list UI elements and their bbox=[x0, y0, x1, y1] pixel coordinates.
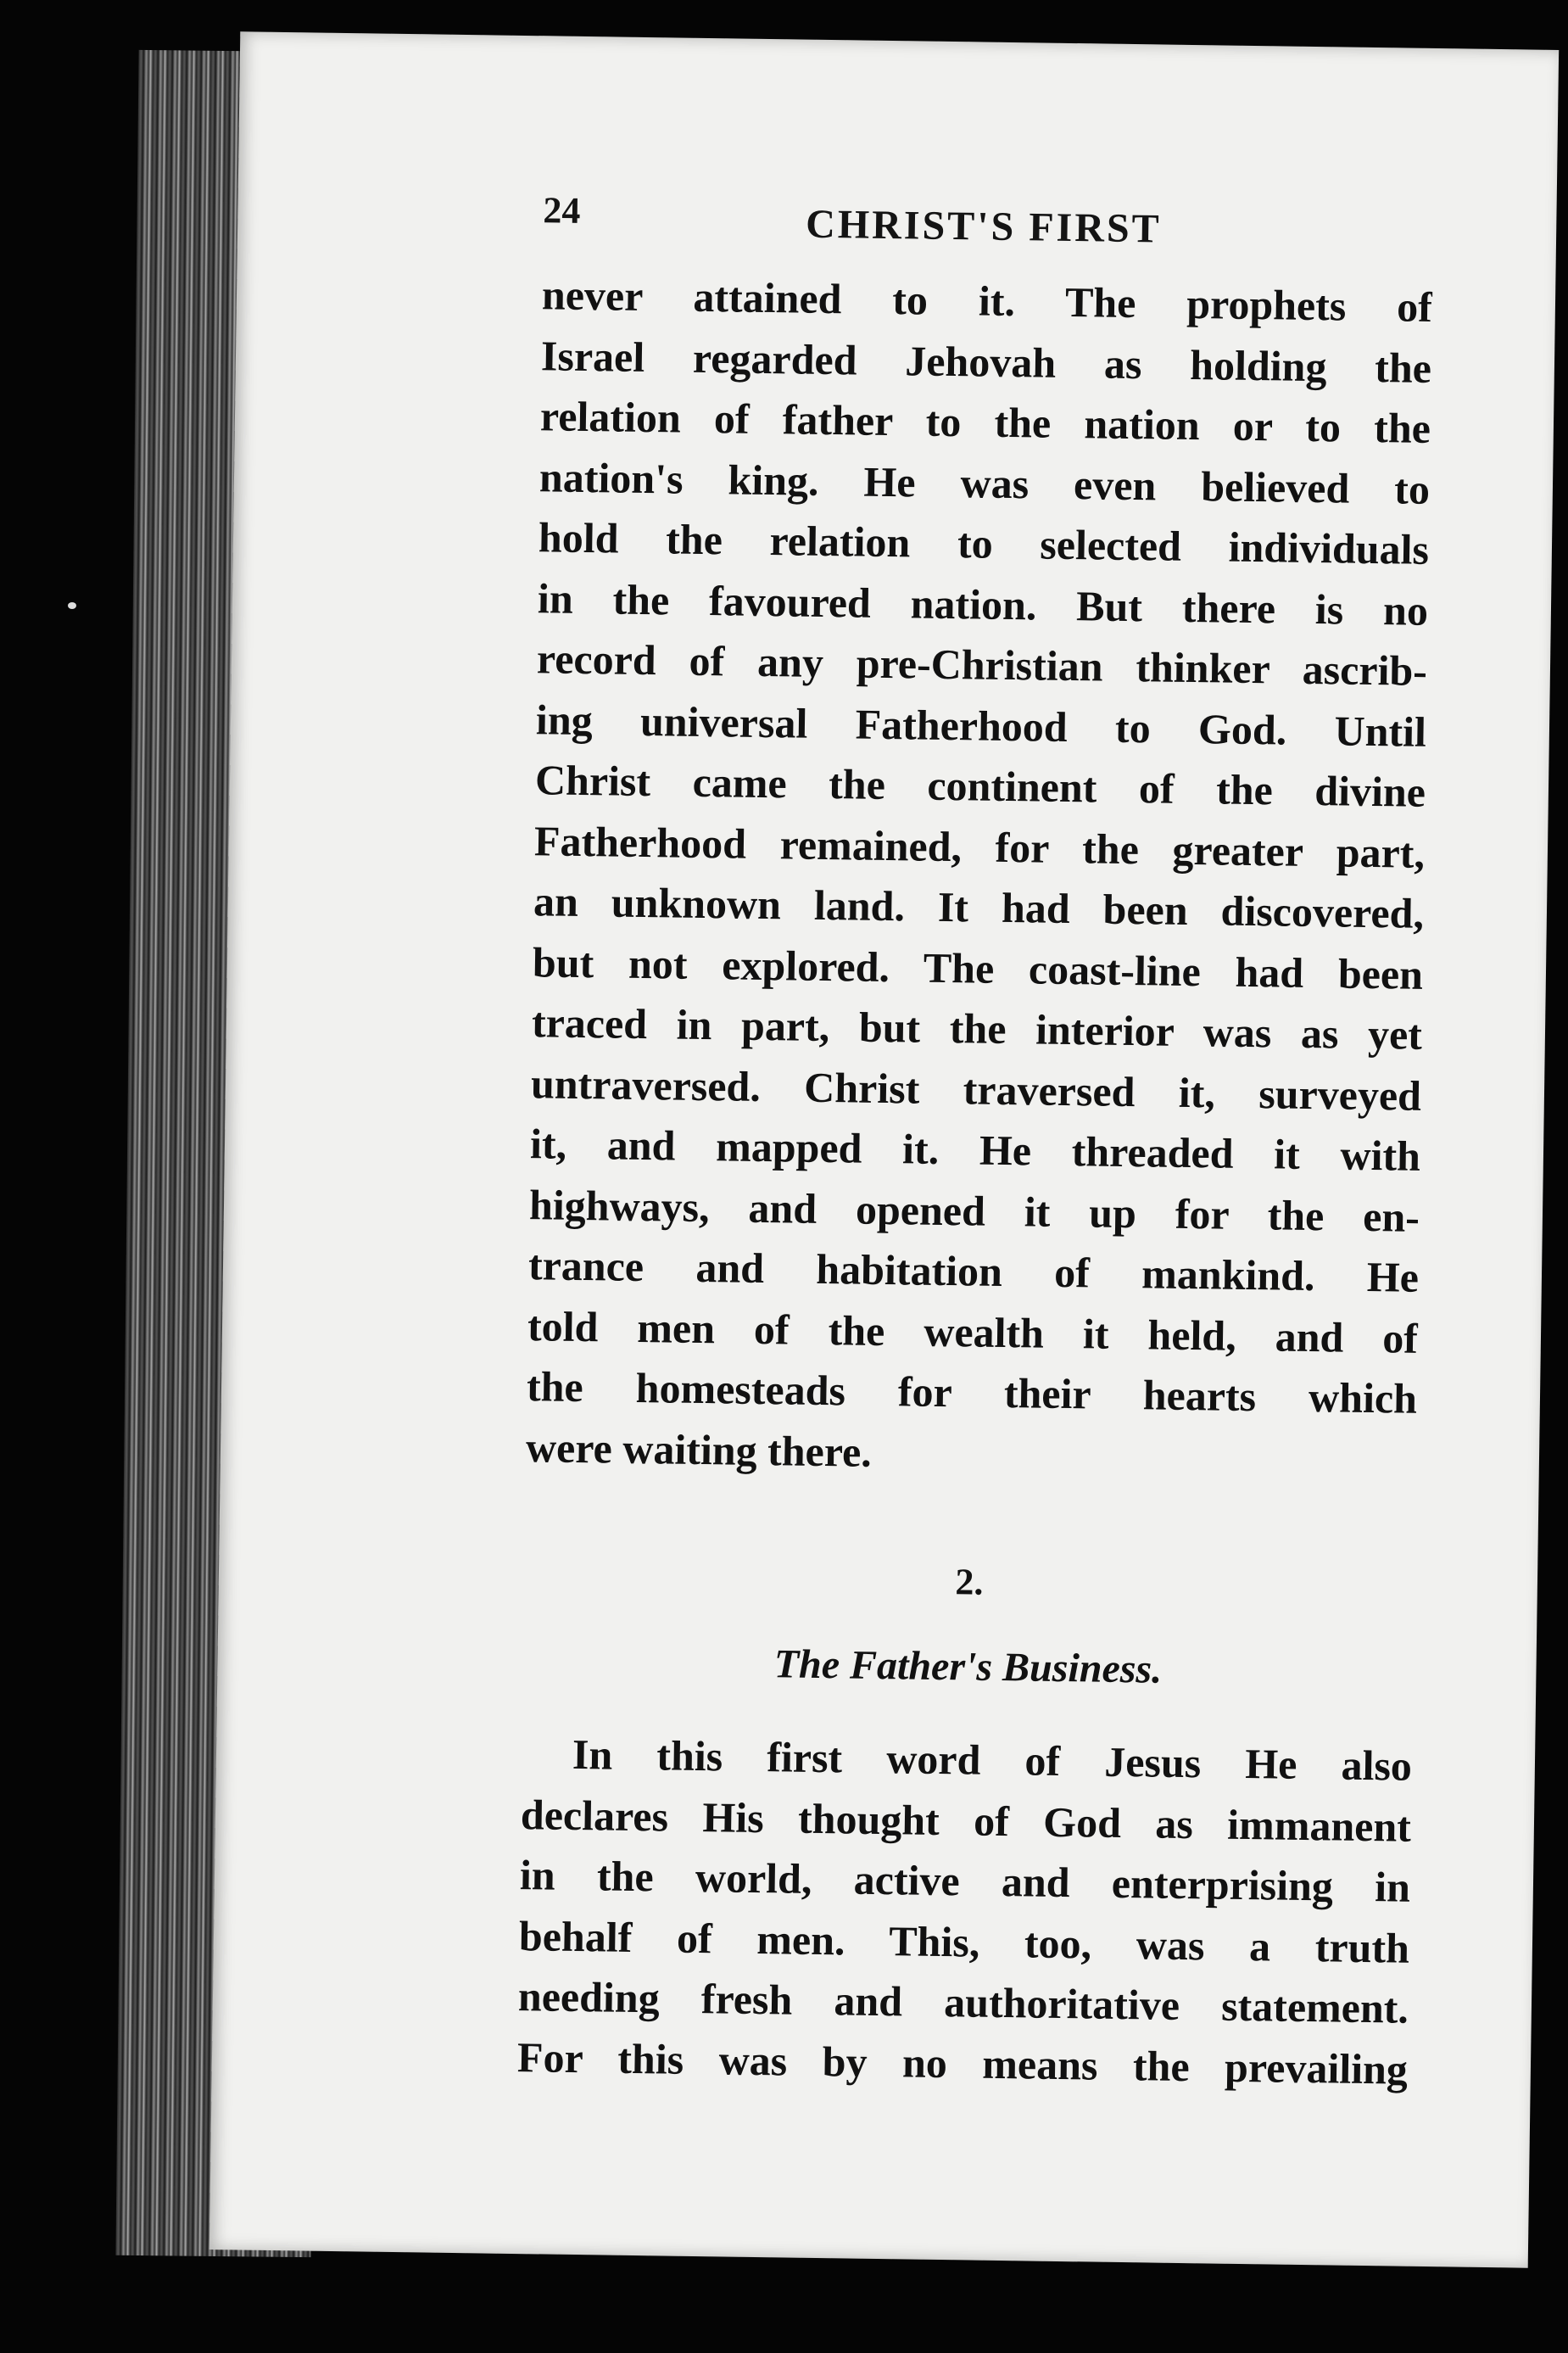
paragraph-1 bbox=[526, 265, 1433, 1490]
text-line: the homesteads for their hearts which bbox=[526, 1362, 1418, 1422]
text-line: record of any pre-Christian thinker ascrib- bbox=[536, 634, 1428, 695]
text-line: an unknown land. It had been discovered, bbox=[533, 877, 1425, 937]
text-line: declares His thought of God as immanent bbox=[520, 1790, 1412, 1851]
text-line: Fatherhood remained, for the greater part, bbox=[533, 816, 1426, 877]
dust-speck bbox=[68, 602, 76, 609]
text-line: ing universal Fatherhood to God. Until bbox=[535, 695, 1427, 756]
text-line: it, and mapped it. He threaded it with bbox=[529, 1120, 1421, 1180]
text-line: traced in part, but the interior was as yet bbox=[531, 998, 1423, 1059]
text-line: trance and habitation of mankind. He bbox=[527, 1241, 1420, 1301]
body-text bbox=[517, 265, 1433, 2099]
book-page bbox=[209, 31, 1559, 2267]
text-line: told men of the wealth it held, and of bbox=[527, 1301, 1419, 1362]
text-line: hold the relation to selected individuals bbox=[538, 513, 1430, 573]
text-line: Israel regarded Jehovah as holding the bbox=[540, 331, 1432, 392]
text-line: behalf of men. This, too, was a truth bbox=[518, 1911, 1410, 1972]
text-line: but not explored. The coast-line had been bbox=[532, 937, 1424, 998]
page-content bbox=[517, 188, 1434, 2099]
paragraph-2 bbox=[517, 1724, 1413, 2100]
text-line: highways, and opened it up for the en- bbox=[528, 1180, 1420, 1241]
text-line: relation of father to the nation or to the bbox=[539, 392, 1431, 452]
text-line: in the world, active and enterprising in bbox=[519, 1851, 1411, 1911]
text-line: never attained to it. The prophets of bbox=[541, 271, 1433, 331]
text-line: needing fresh and authoritative statement. bbox=[517, 1972, 1409, 2032]
section-number: 2. bbox=[955, 1561, 984, 1603]
text-line: were waiting there. bbox=[525, 1422, 873, 1476]
text-line: untraversed. Christ traversed it, surveyed bbox=[530, 1059, 1422, 1120]
running-head-title: CHRIST'S FIRST bbox=[805, 201, 1163, 252]
section-title: The Father's Business. bbox=[773, 1641, 1163, 1692]
text-line: nation's king. He was even believed to bbox=[538, 452, 1431, 513]
text-line: In this first word of Jesus He also bbox=[572, 1730, 1413, 1790]
text-line: For this was by no means the prevailing bbox=[516, 2032, 1409, 2093]
page-number: 24 bbox=[543, 189, 581, 232]
running-head bbox=[543, 188, 1434, 277]
text-line: Christ came the continent of the divine bbox=[534, 756, 1426, 816]
text-line: in the favoured nation. But there is no bbox=[537, 573, 1429, 634]
